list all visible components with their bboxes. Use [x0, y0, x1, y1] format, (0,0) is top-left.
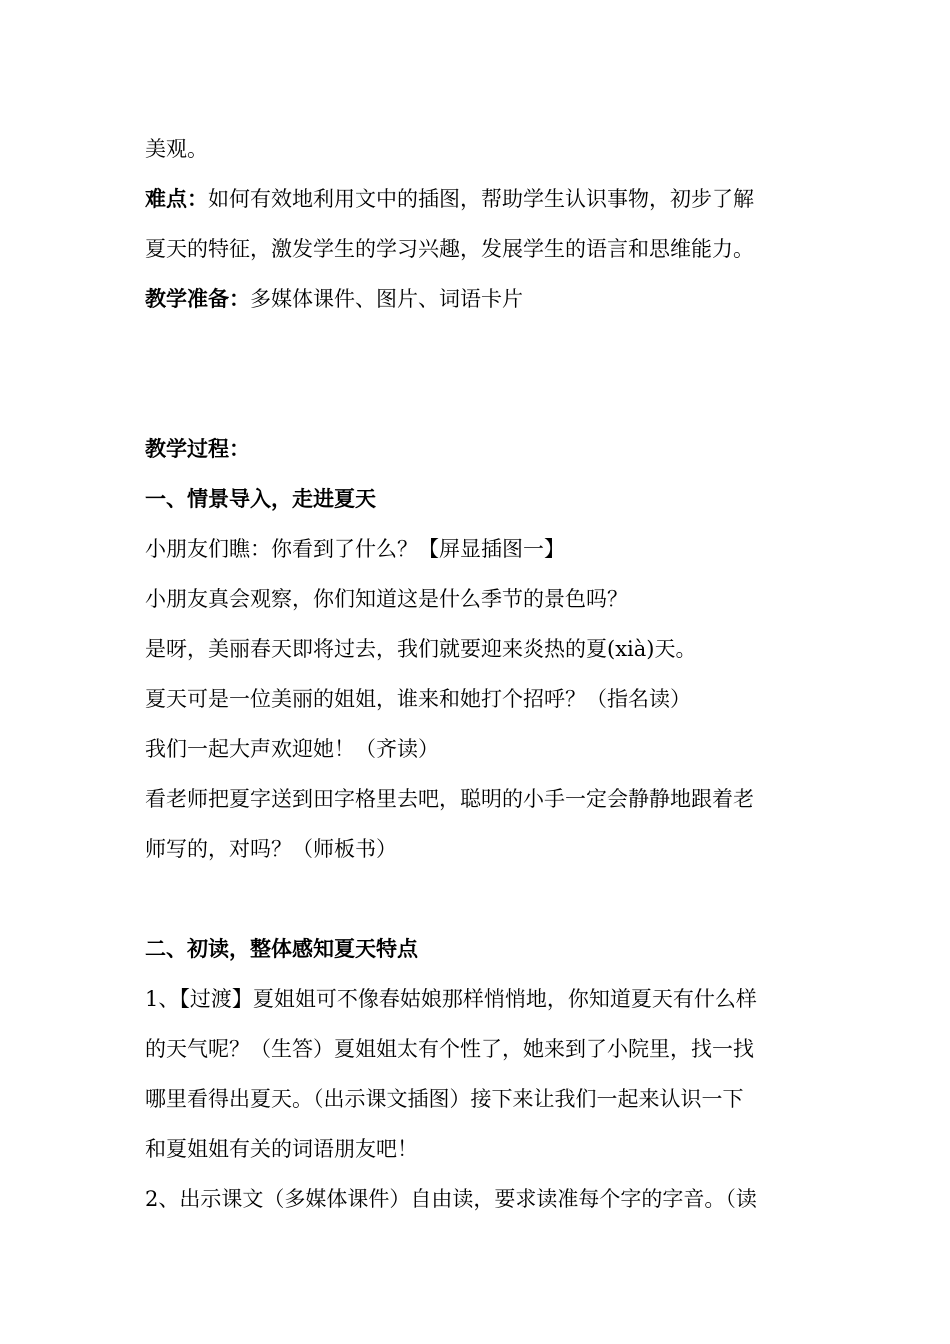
difficulty-text-continued: 夏天的特征，激发学生的学习兴趣，发展学生的语言和思维能力。 — [145, 237, 754, 261]
paragraph-line: 是呀，美丽春天即将过去，我们就要迎来炎热的夏(xià)天。 — [145, 637, 697, 661]
preparation-paragraph — [145, 284, 810, 314]
paragraph-line: 美观。 — [145, 137, 208, 161]
paragraph-line: 的天气呢？（生答）夏姐姐太有个性了，她来到了小院里，找一找 — [145, 1037, 754, 1061]
paragraph-line: 1、【过渡】夏姐姐可不像春姑娘那样悄悄地，你知道夏天有什么样 — [145, 987, 757, 1011]
preparation-text: 多媒体课件、图片、词语卡片 — [250, 287, 523, 311]
paragraph-line: 夏天可是一位美丽的姐姐，谁来和她打个招呼？（指名读） — [145, 687, 691, 711]
section-1-heading: 一、情景导入，走进夏天 — [145, 486, 376, 511]
paragraph-line: 师写的，对吗？（师板书） — [145, 837, 397, 861]
process-heading: 教学过程： — [145, 436, 250, 461]
paragraph-line: 哪里看得出夏天。（出示课文插图）接下来让我们一起来认识一下 — [145, 1087, 744, 1111]
paragraph-line: 看老师把夏字送到田字格里去吧，聪明的小手一定会静静地跟着老 — [145, 787, 754, 811]
difficulty-paragraph — [145, 184, 810, 214]
difficulty-label: 难点： — [145, 186, 208, 211]
paragraph-line: 小朋友们瞧：你看到了什么？【屏显插图一】 — [145, 537, 565, 561]
paragraph-line: 2、出示课文（多媒体课件）自由读，要求读准每个字的字音。（读 — [145, 1187, 757, 1211]
difficulty-text: 如何有效地利用文中的插图，帮助学生认识事物，初步了解 — [208, 187, 754, 211]
section-2-heading: 二、初读，整体感知夏天特点 — [145, 936, 418, 961]
paragraph-line: 和夏姐姐有关的词语朋友吧！ — [145, 1137, 418, 1161]
paragraph-line: 我们一起大声欢迎她！（齐读） — [145, 737, 439, 761]
preparation-label: 教学准备： — [145, 286, 250, 311]
paragraph-line: 小朋友真会观察，你们知道这是什么季节的景色吗？ — [145, 587, 628, 611]
